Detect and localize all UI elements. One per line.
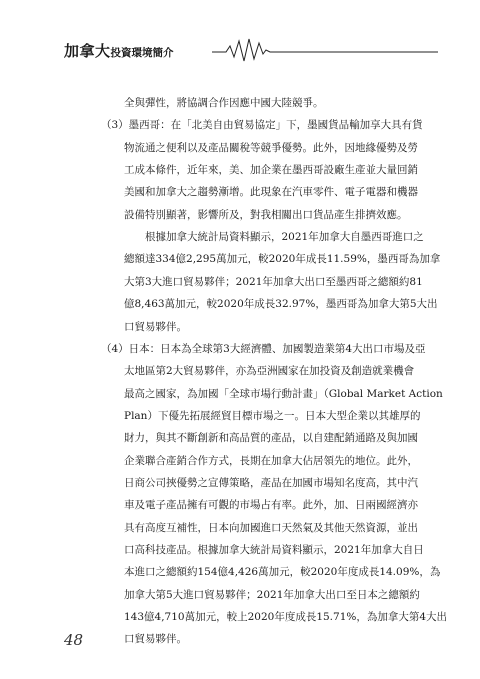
text-line: 財力，與其不斷創新和高品質的產品，以自建配銷通路及與加國 (124, 432, 418, 445)
text-line: 美國和加拿大之趨勢漸增。此現象在汽車零件、電子電器和機器 (124, 186, 418, 199)
header-title (64, 40, 174, 61)
heartbeat-wave-decoration (212, 30, 438, 70)
text-line: 設備特別顯著，影響所及，對我相關出口貨品產生排擠效應。 (124, 208, 408, 221)
text-line: 口貿易夥伴。 (124, 320, 187, 333)
header-title-sub: 投資環境簡介 (110, 47, 174, 59)
text-line: 具有高度互補性，日本向加國進口天然氣及其他天然資源，並出 (124, 521, 418, 534)
text-line: 最高之國家，為加國「全球市場行動計畫」（Global Market Action (124, 387, 443, 400)
page-number: 48 (64, 631, 84, 649)
text-line: 太地區第2大貿易夥伴，亦為亞洲國家在加投資及創造就業機會 (124, 365, 415, 378)
numbered-item-line: （4）日本：日本為全球第3大經濟體、加國製造業第4大出口市場及亞 (101, 342, 426, 355)
text-line: 企業聯合產銷合作方式，長期在加拿大佔居領先的地位。此外， (124, 454, 418, 467)
text-line: 大第3大進口貿易夥伴；2021年加拿大出口至墨西哥之總額約81 (124, 275, 423, 288)
text-line: 日商公司挾優勢之宣傳策略，產品在加國市場知名度高，其中汽 (124, 476, 418, 489)
text-line: 車及電子產品擁有可觀的市場占有率。此外，加、日兩國經濟亦 (124, 499, 418, 512)
text-line: 143億4,710萬加元，較上2020年度成長15.71%，為加拿大第4大出 (124, 611, 448, 624)
numbered-item-line: （3）墨西哥：在「北美自由貿易協定」下，墨國貨品輸加享大具有貨 (101, 119, 423, 132)
text-line: 口貿易夥伴。 (124, 633, 187, 646)
text-line: 根據加拿大統計局資料顯示，2021年加拿大自墨西哥進口之 (145, 231, 424, 244)
header-title-main: 加拿大 (64, 42, 111, 60)
running-header (64, 30, 438, 70)
text-line: 口高科技產品。根據加拿大統計局資料顯示，2021年加拿大自日 (124, 544, 424, 556)
text-line: 物流通之便利以及產品關稅等競爭優勢。此外，因地緣優勢及勞 (124, 141, 418, 154)
text-line: 加拿大第5大進口貿易夥伴；2021年加拿大出口至日本之總額約 (124, 588, 420, 601)
text-line: 總額達334億2,295萬加元，較2020年成長11.59%，墨西哥為加拿 (124, 253, 441, 266)
text-line: 全與彈性，將協調合作因應中國大陸競爭。 (124, 97, 324, 109)
text-line: 億8,463萬加元，較2020年成長32.97%，墨西哥為加拿大第5大出 (124, 298, 438, 311)
text-line: 工成本條件，近年來，美、加企業在墨西哥設廠生產並大量回銷 (124, 164, 418, 177)
text-line: 本進口之總額約154億4,426萬加元，較2020年度成長14.09%，為 (124, 566, 441, 579)
text-line: Plan）下優先拓展經貿目標市場之一。日本大型企業以其雄厚的 (124, 409, 421, 422)
